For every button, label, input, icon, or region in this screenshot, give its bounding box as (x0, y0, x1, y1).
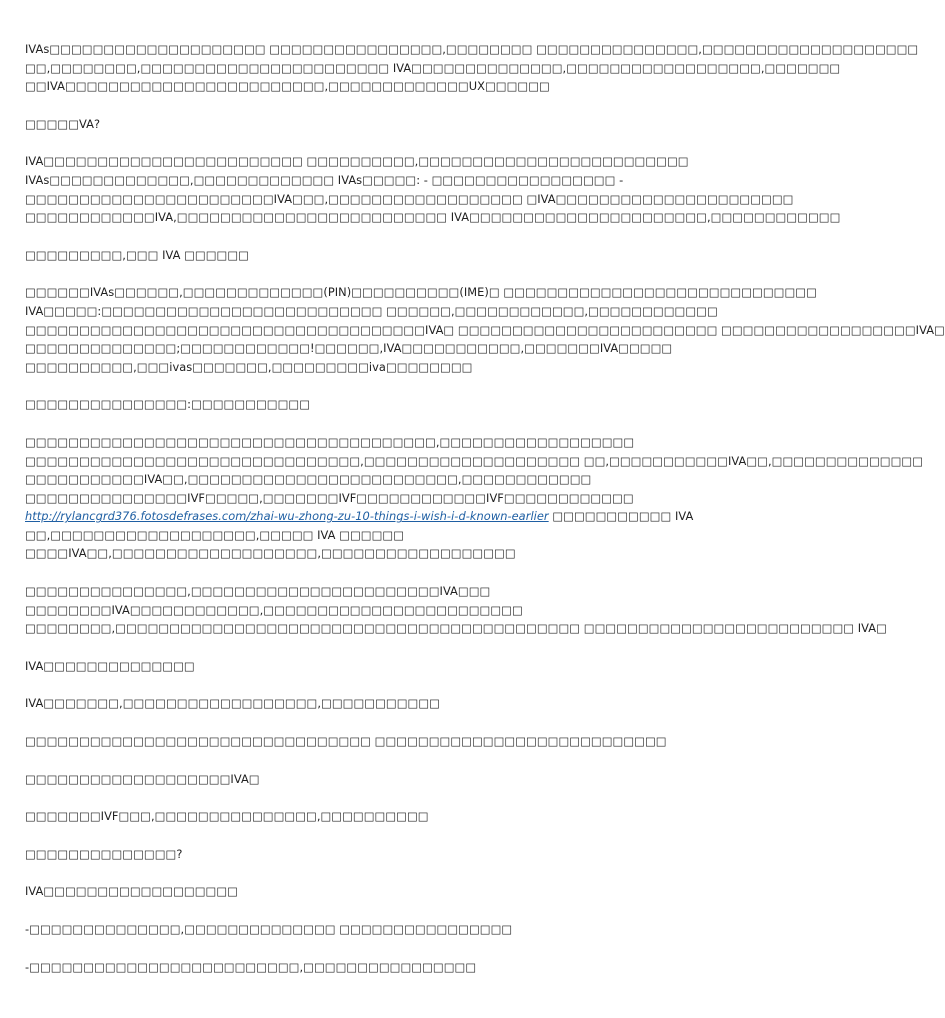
text-line: □□□□□□□□□□□IVA□□,□□□□□□□□□□□□□□□□□□□□□□□□□,□□□□□□□□□□□□ (25, 472, 592, 487)
question-note (25, 395, 695, 414)
text-line: □□□□□□□□IVA□□□□□□□□□□□□,□□□□□□□□□□□□□□□□□□□□□□□□ (25, 602, 523, 617)
text-line: □□□□□□□□□□,□□□ivas□□□□□□□,□□□□□□□□□iva□□□□□□□□ (25, 359, 473, 374)
text-line: □□□□□□□□□□□□□□□□□□□□□□□□□□□□□□□□□□□□□□,□□□□□□□□□□□□□□□□□□ (25, 434, 635, 449)
paragraph-s3 (25, 732, 695, 751)
text-line: -□□□□□□□□□□□□□□□□□□□□□□□□□,□□□□□□□□□□□□□□□□ (25, 959, 477, 974)
text-line: IVAs□□□□□□□□□□□□□,□□□□□□□□□□□□□ IVAs□□□□□: - □□□□□□□□□□□□□□□□□ - (25, 172, 624, 187)
text-line: □□□□□□IVAs□□□□□□,□□□□□□□□□□□□□(PIN)□□□□□□□□□□(IME)□ □□□□□□□□□□□□□□□□□□□□□□□□□□□□□ (25, 285, 817, 300)
text-line: □□,□□□□□□□□□□□□□□□□□□□,□□□□□ IVA □□□□□□ (25, 527, 405, 542)
text-line: □□□□□□□□□□□□□□□□□□□IVA□ (25, 771, 260, 786)
text-line: □□IVA□□□□□□□□□□□□□□□□□□□□□□□□,□□□□□□□□□□□□□UX□□□□□□ (25, 79, 550, 94)
text-line: □□□□□□□□□□□□□□? (25, 846, 183, 861)
text-line: □□□□□□□□□□□□IVA,□□□□□□□□□□□□□□□□□□□□□□□□□ IVA□□□□□□□□□□□□□□□□□□□□□□,□□□□□□□□□□□□ (25, 210, 841, 225)
text-line: IVAs□□□□□□□□□□□□□□□□□□□□ □□□□□□□□□□□□□□□□,□□□□□□□□ □□□□□□□□□□□□□□□,□□□□□□□□□□□□□□□□□□□□ (25, 42, 919, 56)
paragraph-s5 (25, 807, 695, 826)
text-line: □□□□□□□□□□□□□□□□□□□□□□□□□□□□□□□□□□□□□IVA□ □□□□□□□□□□□□□□□□□□□□□□□□ □□□□□□□□□□□□□□□□□□IVA□ (25, 322, 945, 337)
text-line: □□□□□□□□,□□□□□□□□□□□□□□□□□□□□□□□□□□□□□□□□□□□□□□□□□□□ □□□□□□□□□□□□□□□□□□□□□□□□□ IVA□ (25, 621, 887, 636)
text-line: □□□□□□□□□□□□□□□□□□□□□□□□□□□□□□□,□□□□□□□□□□□□□□□□□□□□ □□,□□□□□□□□□□□IVA□□,□□□□□□□□□□□□□□ (25, 453, 924, 468)
text-line: IVA□□□□□□□,□□□□□□□□□□□□□□□□□□,□□□□□□□□□□□ (25, 696, 440, 711)
text-line: -□□□□□□□□□□□□□□,□□□□□□□□□□□□□□ □□□□□□□□□□□□□□□□ (25, 922, 513, 936)
paragraph-definition (25, 152, 841, 226)
text-line: □□□□□□□□□□□□□□□:□□□□□□□□□□□ (25, 397, 311, 412)
paragraph-s8 (25, 920, 695, 939)
link-line (25, 507, 695, 526)
paragraph-details (25, 433, 924, 563)
text-line: □□□□□□□□□□□□□□□□□□□□□□□□□□□□□□□□ □□□□□□□□□□□□□□□□□□□□□□□□□□□ (25, 734, 667, 749)
text-line: □□□□□□□□□□□□□□;□□□□□□□□□□□□!□□□□□□,IVA□□□□□□□□□□□,□□□□□□□IVA□□□□□ (25, 341, 673, 356)
paragraph-s7 (25, 882, 695, 901)
text-line: □□□□□□□□□□□□□□□,□□□□□□□□□□□□□□□□□□□□□□□IVA□□□ (25, 584, 491, 599)
paragraph-s9 (25, 958, 695, 977)
paragraph-s6 (25, 845, 695, 864)
text-line: □□,□□□□□□□□,□□□□□□□□□□□□□□□□□□□□□□□ IVA□□□□□□□□□□□□□□,□□□□□□□□□□□□□□□□□□,□□□□□□□ (25, 60, 841, 75)
text-line: □□□□IVA□□,□□□□□□□□□□□□□□□□□□□,□□□□□□□□□□□□□□□□□□ (25, 546, 516, 561)
text-line: □□□□□□□□□,□□□ IVA □□□□□□ (25, 247, 249, 262)
text-line: IVA□□□□□□□□□□□□□□□□□□□□□□□□ □□□□□□□□□□,□□□□□□□□□□□□□□□□□□□□□□□□□ (25, 154, 689, 169)
paragraph-s4 (25, 770, 695, 789)
paragraph-s1 (25, 657, 695, 676)
paragraph-intro (25, 40, 919, 96)
paragraph-process (25, 283, 945, 376)
text-line: □□□□□□□□□□□□□□□IVF□□□□□,□□□□□□□IVF□□□□□□□□□□□□IVF□□□□□□□□□□□□ (25, 490, 634, 505)
text-line: IVA□□□□□□□□□□□□□□□□□□ (25, 884, 238, 899)
question-approved (25, 246, 695, 265)
text-line: □□□□□□□□□□□□□□□□□□□□□□□IVA□□□,□□□□□□□□□□□□□□□□□□ □IVA□□□□□□□□□□□□□□□□□□□□□□ (25, 191, 794, 206)
text-line: IVA□□□□□:□□□□□□□□□□□□□□□□□□□□□□□□□□ □□□□□□,□□□□□□□□□□□□,□□□□□□□□□□□□ (25, 303, 718, 318)
text-fragment: □□□□□□□□□□□ IVA (548, 509, 694, 524)
text-line: □□□□□VA? (25, 116, 101, 131)
text-line: IVA□□□□□□□□□□□□□□ (25, 658, 195, 673)
external-link[interactable]: http://rylancgrd376.fotosdefrases.com/zhai-wu-zhong-zu-10-things-i-wish-i-d-known-earlier (25, 509, 549, 524)
paragraph-summary (25, 582, 887, 638)
question-what-is-iva (25, 115, 695, 134)
paragraph-s2 (25, 694, 695, 713)
text-line: □□□□□□□IVF□□□,□□□□□□□□□□□□□□□,□□□□□□□□□□ (25, 809, 429, 824)
